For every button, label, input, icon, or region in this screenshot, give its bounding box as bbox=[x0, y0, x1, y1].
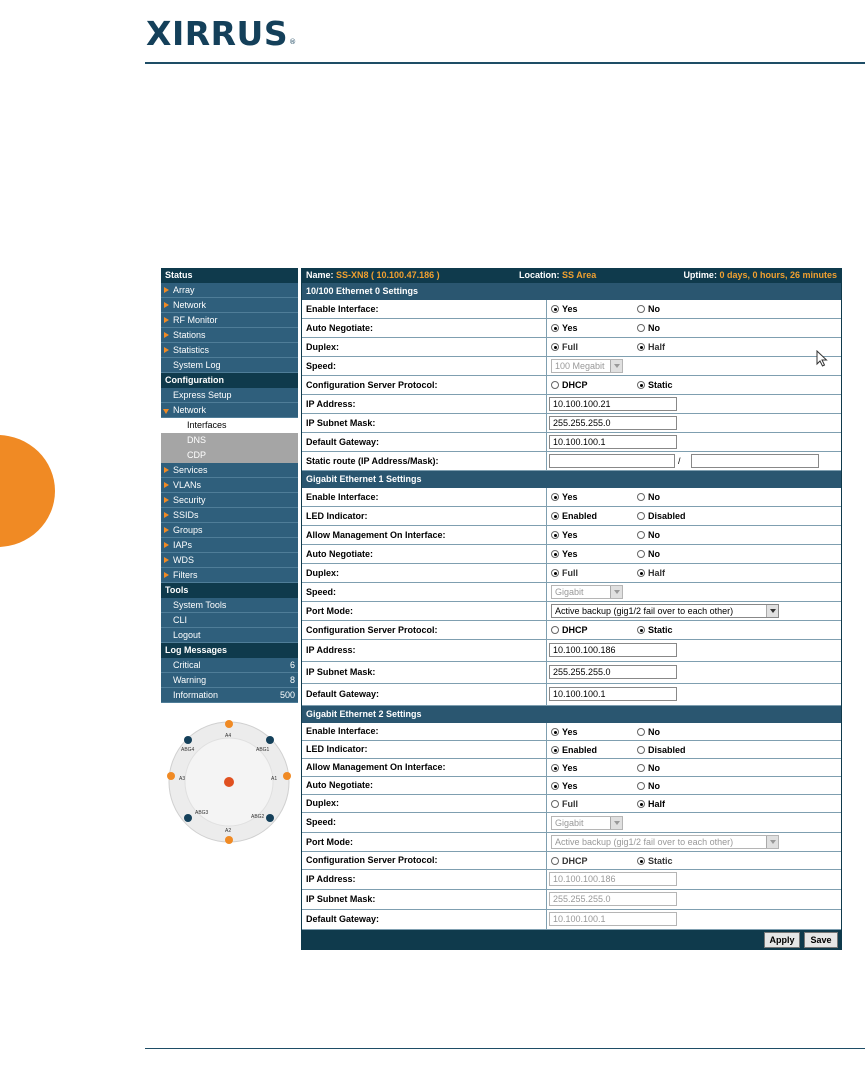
gig1-mgmt-yes-radio[interactable]: Yes bbox=[551, 530, 578, 540]
uptime-value: 0 days, 0 hours, 26 minutes bbox=[719, 270, 837, 280]
sidebar-item-filters[interactable]: Filters bbox=[161, 568, 298, 583]
gig2-enable-no-radio[interactable]: No bbox=[637, 727, 660, 737]
sidebar-item-services[interactable]: Services bbox=[161, 463, 298, 478]
eth0-duplex-row bbox=[302, 338, 841, 357]
expand-arrow-icon bbox=[164, 287, 169, 293]
save-button[interactable]: Save bbox=[804, 932, 838, 948]
gig1-led-row bbox=[302, 507, 841, 526]
gig2-mgmt-no-radio[interactable]: No bbox=[637, 763, 660, 773]
expand-arrow-icon bbox=[164, 302, 169, 308]
top-rule bbox=[145, 62, 865, 64]
sidebar-item-logout[interactable]: Logout bbox=[161, 628, 298, 643]
label-a2: A2 bbox=[225, 828, 232, 834]
form-footer bbox=[302, 930, 841, 950]
sidebar-item-system-log[interactable]: System Log bbox=[161, 358, 298, 373]
gig2-led-row bbox=[302, 741, 841, 759]
field-label: Enable Interface: bbox=[302, 723, 547, 740]
expand-arrow-icon bbox=[164, 542, 169, 548]
eth0-enable-yes-radio[interactable]: Yes bbox=[551, 304, 578, 314]
label-abg3: ABG3 bbox=[195, 810, 209, 816]
gig1-mgmt-row bbox=[302, 526, 841, 545]
gig2-speed-row bbox=[302, 813, 841, 833]
sidebar-item-stations[interactable]: Stations bbox=[161, 328, 298, 343]
field-label: Speed: bbox=[302, 813, 547, 832]
gig2-port-row bbox=[302, 833, 841, 852]
eth0-duplex-full-radio[interactable]: Full bbox=[551, 342, 578, 352]
sidebar-nav bbox=[161, 268, 298, 703]
gig2-csp-dhcp-radio[interactable]: DHCP bbox=[551, 856, 588, 866]
logo-registered-mark: ® bbox=[289, 38, 297, 46]
field-label: IP Subnet Mask: bbox=[302, 414, 547, 432]
gig1-mask-row bbox=[302, 662, 841, 684]
field-label: Enable Interface: bbox=[302, 488, 547, 506]
field-label: Default Gateway: bbox=[302, 684, 547, 705]
field-label: IP Subnet Mask: bbox=[302, 662, 547, 683]
sidebar-item-iaps[interactable]: IAPs bbox=[161, 538, 298, 553]
field-label: Allow Management On Interface: bbox=[302, 526, 547, 544]
gig1-duplex-row bbox=[302, 564, 841, 583]
chevron-down-icon bbox=[610, 817, 622, 829]
gig2-mask-input[interactable]: 255.255.255.0 bbox=[549, 892, 677, 906]
location-label: Location: bbox=[519, 270, 560, 280]
eth0-mask-row bbox=[302, 414, 841, 433]
gig1-csp-row bbox=[302, 621, 841, 640]
gig2-mask-row bbox=[302, 890, 841, 910]
label-a3: A3 bbox=[179, 776, 186, 782]
route-separator: / bbox=[678, 456, 681, 466]
information-count: 500 bbox=[279, 690, 295, 700]
field-label: Port Mode: bbox=[302, 833, 547, 851]
field-label: Allow Management On Interface: bbox=[302, 759, 547, 776]
gig1-led-enabled-radio[interactable]: Enabled bbox=[551, 511, 597, 521]
mouse-pointer-icon bbox=[816, 350, 828, 368]
gig2-led-enabled-radio[interactable]: Enabled bbox=[551, 745, 597, 755]
sidebar-item-statistics[interactable]: Statistics bbox=[161, 343, 298, 358]
field-label: IP Address: bbox=[302, 870, 547, 889]
eth0-enable-no-radio[interactable]: No bbox=[637, 304, 660, 314]
field-label: Enable Interface: bbox=[302, 300, 547, 318]
gig1-port-row bbox=[302, 602, 841, 621]
logo-text: XIRRUS bbox=[146, 14, 289, 53]
sidebar-item-security[interactable]: Security bbox=[161, 493, 298, 508]
sidebar-item-vlans[interactable]: VLANs bbox=[161, 478, 298, 493]
eth0-speed-row bbox=[302, 357, 841, 376]
eth0-autoneg-no-radio[interactable]: No bbox=[637, 323, 660, 333]
gig1-speed-select[interactable]: Gigabit bbox=[551, 585, 623, 599]
xirrus-logo bbox=[146, 14, 296, 54]
sidebar-heading-log-messages: Log Messages bbox=[161, 643, 298, 658]
field-label: Auto Negotiate: bbox=[302, 319, 547, 337]
sidebar-item-cli[interactable]: CLI bbox=[161, 613, 298, 628]
sidebar-item-express-setup[interactable]: Express Setup bbox=[161, 388, 298, 403]
gig1-duplex-full-radio[interactable]: Full bbox=[551, 568, 578, 578]
radio-abg2 bbox=[266, 814, 274, 822]
label-a4: A4 bbox=[225, 733, 232, 739]
field-label: Speed: bbox=[302, 583, 547, 601]
gig1-port-mode-select[interactable]: Active backup (gig1/2 fail over to each other) bbox=[551, 604, 779, 618]
field-label: Duplex: bbox=[302, 564, 547, 582]
expand-arrow-icon bbox=[164, 497, 169, 503]
sidebar-item-system-tools[interactable]: System Tools bbox=[161, 598, 298, 613]
label-abg4: ABG4 bbox=[181, 747, 195, 753]
gig1-ip-row bbox=[302, 640, 841, 662]
eth0-ip-row bbox=[302, 395, 841, 414]
field-label: IP Address: bbox=[302, 640, 547, 661]
field-label: Configuration Server Protocol: bbox=[302, 852, 547, 869]
bottom-rule bbox=[145, 1048, 865, 1049]
eth0-route-row bbox=[302, 452, 841, 471]
gig1-led-disabled-radio[interactable]: Disabled bbox=[637, 511, 686, 521]
radio-abg3 bbox=[184, 814, 192, 822]
gig2-mgmt-yes-radio[interactable]: Yes bbox=[551, 763, 578, 773]
gig1-mgmt-no-radio[interactable]: No bbox=[637, 530, 660, 540]
expand-arrow-icon bbox=[164, 482, 169, 488]
center-status-icon bbox=[224, 777, 234, 787]
section-gig2-title: Gigabit Ethernet 2 Settings bbox=[302, 706, 841, 723]
chevron-down-icon bbox=[610, 586, 622, 598]
sidebar-item-array[interactable]: Array bbox=[161, 283, 298, 298]
collapse-arrow-icon bbox=[163, 409, 169, 414]
radio-a1 bbox=[283, 772, 291, 780]
gig1-autoneg-yes-radio[interactable]: Yes bbox=[551, 549, 578, 559]
gig2-ip-row bbox=[302, 870, 841, 890]
radio-a4 bbox=[225, 720, 233, 728]
expand-arrow-icon bbox=[164, 557, 169, 563]
field-label: Duplex: bbox=[302, 338, 547, 356]
gig1-autoneg-no-radio[interactable]: No bbox=[637, 549, 660, 559]
gig1-csp-static-radio[interactable]: Static bbox=[637, 625, 673, 635]
gig1-mask-input[interactable]: 255.255.255.0 bbox=[549, 665, 677, 679]
field-label: Configuration Server Protocol: bbox=[302, 376, 547, 394]
gig2-led-disabled-radio[interactable]: Disabled bbox=[637, 745, 686, 755]
eth0-duplex-half-radio[interactable]: Half bbox=[637, 342, 665, 352]
field-label: LED Indicator: bbox=[302, 741, 547, 758]
field-label: IP Address: bbox=[302, 395, 547, 413]
label-a1: A1 bbox=[271, 776, 278, 782]
sidebar-item-wds[interactable]: WDS bbox=[161, 553, 298, 568]
sidebar-item-network-status[interactable]: Network bbox=[161, 298, 298, 313]
eth0-gw-row bbox=[302, 433, 841, 452]
gig2-duplex-full-radio[interactable]: Full bbox=[551, 799, 578, 809]
gig2-gw-row bbox=[302, 910, 841, 930]
label-abg1: ABG1 bbox=[256, 747, 270, 753]
gig1-enable-row bbox=[302, 488, 841, 507]
expand-arrow-icon bbox=[164, 332, 169, 338]
location-value: SS Area bbox=[562, 270, 597, 280]
interfaces-settings-panel bbox=[301, 268, 842, 950]
expand-arrow-icon bbox=[164, 512, 169, 518]
gig2-csp-row bbox=[302, 852, 841, 870]
sidebar-heading-configuration: Configuration bbox=[161, 373, 298, 388]
gig1-ip-input[interactable]: 10.100.100.186 bbox=[549, 643, 677, 657]
expand-arrow-icon bbox=[164, 572, 169, 578]
gig2-duplex-half-radio[interactable]: Half bbox=[637, 799, 665, 809]
radio-a2 bbox=[225, 836, 233, 844]
gig2-ip-input[interactable]: 10.100.100.186 bbox=[549, 872, 677, 886]
eth0-autoneg-row bbox=[302, 319, 841, 338]
radio-abg4 bbox=[184, 736, 192, 744]
field-label: Default Gateway: bbox=[302, 910, 547, 929]
static-route-mask-input[interactable] bbox=[691, 454, 819, 468]
gig1-csp-dhcp-radio[interactable]: DHCP bbox=[551, 625, 588, 635]
apply-button[interactable]: Apply bbox=[764, 932, 800, 948]
eth0-enable-row bbox=[302, 300, 841, 319]
field-label: Duplex: bbox=[302, 795, 547, 812]
uptime-label: Uptime: bbox=[683, 270, 717, 280]
eth0-csp-static-radio[interactable]: Static bbox=[637, 380, 673, 390]
name-label: Name: bbox=[306, 270, 334, 280]
sidebar-subitem-interfaces[interactable]: Interfaces bbox=[161, 418, 298, 433]
sidebar-item-rf-monitor[interactable]: RF Monitor bbox=[161, 313, 298, 328]
expand-arrow-icon bbox=[164, 347, 169, 353]
expand-arrow-icon bbox=[164, 317, 169, 323]
sidebar-subitem-dns[interactable]: DNS bbox=[161, 433, 298, 448]
field-label: Speed: bbox=[302, 357, 547, 375]
eth0-speed-select[interactable]: 100 Megabit bbox=[551, 359, 623, 373]
field-label: LED Indicator: bbox=[302, 507, 547, 525]
eth0-mask-input[interactable]: 255.255.255.0 bbox=[549, 416, 677, 430]
gig1-duplex-half-radio[interactable]: Half bbox=[637, 568, 665, 578]
sidebar-item-groups[interactable]: Groups bbox=[161, 523, 298, 538]
eth0-gateway-input[interactable]: 10.100.100.1 bbox=[549, 435, 677, 449]
gig1-enable-yes-radio[interactable]: Yes bbox=[551, 492, 578, 502]
sidebar-item-warning[interactable]: Warning 8 bbox=[161, 673, 298, 688]
gig2-duplex-row bbox=[302, 795, 841, 813]
section-gig1-title: Gigabit Ethernet 1 Settings bbox=[302, 471, 841, 488]
field-label: Configuration Server Protocol: bbox=[302, 621, 547, 639]
sidebar-subitem-cdp[interactable]: CDP bbox=[161, 448, 298, 463]
gig2-autoneg-row bbox=[302, 777, 841, 795]
sidebar-heading-tools: Tools bbox=[161, 583, 298, 598]
expand-arrow-icon bbox=[164, 467, 169, 473]
sidebar-item-critical[interactable]: Critical 6 bbox=[161, 658, 298, 673]
gig2-mgmt-row bbox=[302, 759, 841, 777]
name-value: SS-XN8 ( 10.100.47.186 ) bbox=[336, 270, 440, 280]
chevron-down-icon bbox=[766, 836, 778, 848]
eth0-ip-input[interactable]: 10.100.100.21 bbox=[549, 397, 677, 411]
gig1-speed-row bbox=[302, 583, 841, 602]
field-label: Port Mode: bbox=[302, 602, 547, 620]
gig2-gateway-input[interactable]: 10.100.100.1 bbox=[549, 912, 677, 926]
gig1-gateway-input[interactable]: 10.100.100.1 bbox=[549, 687, 677, 701]
status-header-bar bbox=[302, 268, 841, 283]
gig2-autoneg-no-radio[interactable]: No bbox=[637, 781, 660, 791]
field-label: Default Gateway: bbox=[302, 433, 547, 451]
radio-a3 bbox=[167, 772, 175, 780]
radio-abg1 bbox=[266, 736, 274, 744]
sidebar-item-network[interactable]: Network bbox=[161, 403, 298, 418]
gig2-enable-row bbox=[302, 723, 841, 741]
eth0-autoneg-yes-radio[interactable]: Yes bbox=[551, 323, 578, 333]
expand-arrow-icon bbox=[164, 527, 169, 533]
gig2-autoneg-yes-radio[interactable]: Yes bbox=[551, 781, 578, 791]
gig1-autoneg-row bbox=[302, 545, 841, 564]
array-diagram bbox=[161, 718, 298, 846]
chevron-down-icon bbox=[766, 605, 778, 617]
gig2-port-mode-select[interactable]: Active backup (gig1/2 fail over to each other) bbox=[551, 835, 779, 849]
sidebar-heading-status: Status bbox=[161, 268, 298, 283]
eth0-csp-row bbox=[302, 376, 841, 395]
critical-count: 6 bbox=[289, 660, 295, 670]
chapter-tab-marker bbox=[0, 435, 55, 547]
sidebar-item-information[interactable]: Information 500 bbox=[161, 688, 298, 703]
gig1-enable-no-radio[interactable]: No bbox=[637, 492, 660, 502]
sidebar-item-ssids[interactable]: SSIDs bbox=[161, 508, 298, 523]
gig2-enable-yes-radio[interactable]: Yes bbox=[551, 727, 578, 737]
field-label: Static route (IP Address/Mask): bbox=[302, 452, 547, 470]
chevron-down-icon bbox=[610, 360, 622, 372]
label-abg2: ABG2 bbox=[251, 814, 265, 820]
gig2-speed-select[interactable]: Gigabit bbox=[551, 816, 623, 830]
warning-count: 8 bbox=[289, 675, 295, 685]
field-label: Auto Negotiate: bbox=[302, 545, 547, 563]
section-eth0-title: 10/100 Ethernet 0 Settings bbox=[302, 283, 841, 300]
eth0-csp-dhcp-radio[interactable]: DHCP bbox=[551, 380, 588, 390]
field-label: Auto Negotiate: bbox=[302, 777, 547, 794]
gig2-csp-static-radio[interactable]: Static bbox=[637, 856, 673, 866]
field-label: IP Subnet Mask: bbox=[302, 890, 547, 909]
gig1-gw-row bbox=[302, 684, 841, 706]
static-route-ip-input[interactable] bbox=[549, 454, 675, 468]
